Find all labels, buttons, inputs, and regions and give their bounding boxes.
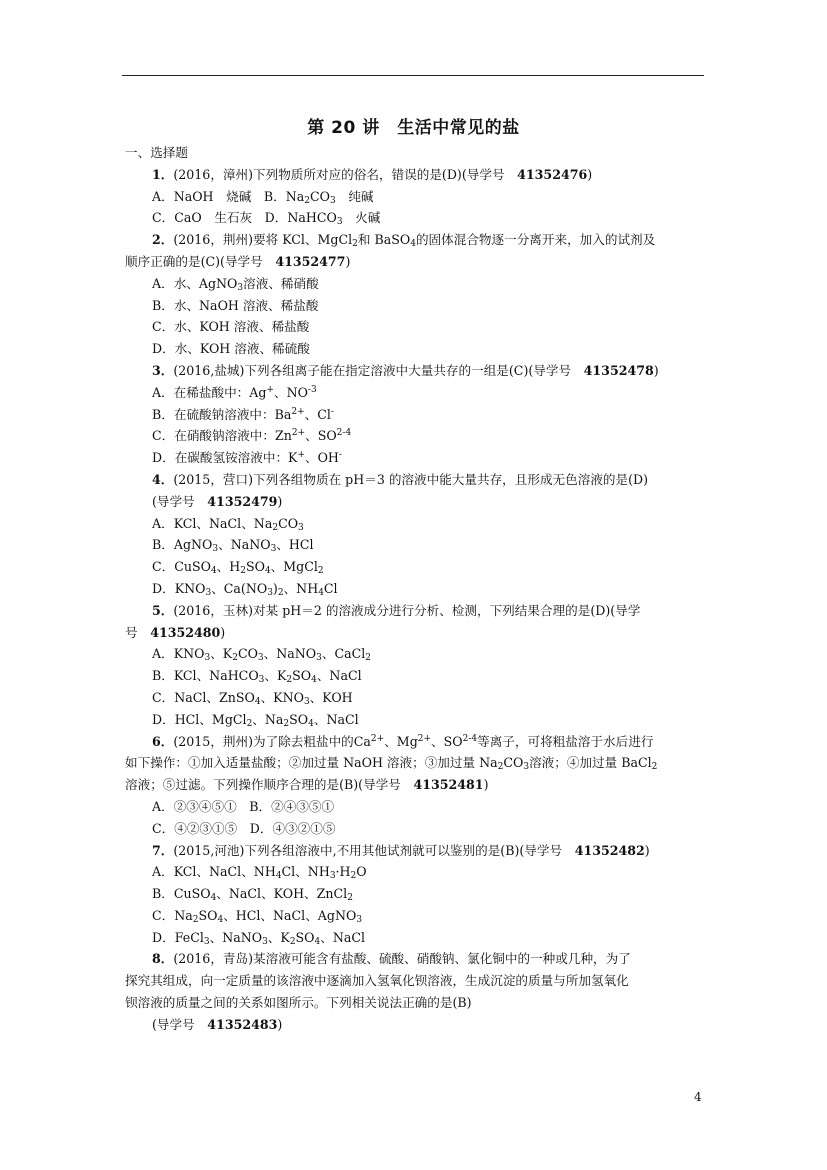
option-b (152, 883, 712, 905)
option-cd: C．④②③①⑤ D．④③②①⑤ (152, 820, 336, 836)
option-text: D．FeCl (152, 929, 204, 945)
superscript: 2-4 (462, 733, 478, 744)
option-text: 、KOH (309, 689, 353, 705)
page-title: 第 20 讲 生活中常见的盐 (307, 118, 520, 138)
subscript: 3 (237, 282, 244, 293)
question-6 (152, 731, 712, 753)
option-text: 、H (216, 559, 241, 575)
option-text: CO (310, 188, 330, 204)
superscript: - (338, 450, 342, 461)
subscript: 2 (317, 566, 324, 577)
option-text: 、NO (273, 384, 308, 400)
question-3 (152, 360, 712, 382)
option-a (152, 643, 712, 665)
subscript: 4 (210, 566, 217, 577)
question-text: (2016，荆州)要将 KCl、MgCl (173, 232, 353, 248)
option-text: Cl (323, 580, 338, 596)
option-text: Cl、NH (281, 864, 330, 880)
option-text: B．KCl、NaHCO (152, 668, 259, 684)
option-c (152, 556, 712, 578)
option-a (152, 273, 712, 295)
subscript: 3 (205, 587, 212, 598)
question-text: 顺序正确的是(C)(导学号 (125, 253, 276, 269)
question-text: 号 (125, 624, 151, 640)
option-a (152, 382, 712, 404)
option-b: B．水、NaOH 溶液、稀盐酸 (152, 297, 319, 313)
option-d (152, 578, 712, 600)
question-text: (导学号 (152, 1016, 208, 1032)
question-text: 和 BaSO (357, 232, 411, 248)
subscript: 3 (523, 762, 530, 773)
option-text: 火碱 (342, 210, 381, 226)
question-6-cont (125, 752, 712, 774)
question-list (125, 142, 712, 1036)
option-text: D．KNO (152, 580, 206, 596)
subscript: 3 (204, 653, 211, 664)
question-text: 溶液；④加过量 BaCl (529, 755, 652, 771)
option-text: 、NaNO (209, 929, 263, 945)
question-text: 、SO (431, 733, 463, 749)
superscript: 2-4 (336, 428, 352, 439)
subscript: 3 (257, 653, 264, 664)
option-text: B．在硫酸钠溶液中：Ba (152, 406, 292, 422)
option-text: 、SO (305, 428, 337, 444)
question-7 (152, 840, 712, 862)
subscript: 4 (311, 675, 317, 686)
superscript: + (266, 384, 274, 395)
subscript: 4 (264, 566, 271, 577)
option-text: A．KCl、NaCl、Na (152, 515, 273, 531)
close-paren: ) (587, 166, 593, 182)
option-text: 溶液、稀硝酸 (243, 275, 319, 291)
superscript: 2+ (291, 406, 305, 417)
option-a (152, 513, 712, 535)
subscript: 3 (303, 696, 310, 707)
option-text: C．在硝酸钠溶液中：Zn (152, 428, 292, 444)
subscript: 3 (316, 653, 322, 664)
option-text: SO (295, 929, 315, 945)
subscript: 4 (318, 587, 324, 598)
question-text: 溶液；⑤过滤。下列操作顺序合理的是(B)(导学号 (125, 777, 414, 793)
option-text: 、HCl、NaCl、AgNO (223, 907, 357, 923)
superscript: - (330, 406, 334, 417)
question-6-cont (125, 774, 712, 796)
option-text: 、NaNO (263, 646, 317, 662)
superscript: -3 (307, 384, 317, 395)
superscript: + (297, 450, 305, 461)
question-number: 7． (152, 842, 174, 858)
question-number: 8． (152, 951, 174, 967)
option-d (152, 927, 712, 949)
guide-number: 41352476 (517, 166, 588, 182)
question-text: (2016，青岛)某溶液可能含有盐酸、硫酸、硝酸钠、氯化铜中的一种或几种，为了 (173, 951, 631, 967)
superscript: 2+ (417, 733, 432, 744)
option-a (152, 861, 712, 883)
question-4 (152, 469, 712, 491)
option-text: 、Na (252, 711, 284, 727)
question-text: (2015,河池)下列各组溶液中,不用其他试剂就可以鉴别的是(B)(导学号 (173, 842, 575, 858)
subscript: 3 (329, 195, 336, 206)
option-text: A．水、AgNO (152, 275, 238, 291)
option-text: C．CaO 生石灰 D．NaHCO (152, 210, 337, 226)
subscript: 2 (286, 675, 293, 686)
question-text: 的固体混合物逐一分离开来，加入的试剂及 (415, 232, 656, 248)
option-text: SO (198, 907, 218, 923)
option-text: ) (272, 580, 278, 596)
question-text: 等离子，可将粗盐溶于水后进行 (477, 733, 654, 749)
subscript: 3 (262, 936, 268, 947)
question-number: 6． (152, 733, 174, 749)
option-text: 、NaCl (316, 668, 362, 684)
guide-number: 41352477 (275, 253, 346, 269)
question-text: 、Mg (384, 733, 418, 749)
close-paren: ) (277, 493, 283, 509)
question-number: 3． (152, 362, 174, 378)
subscript: 3 (270, 544, 277, 555)
guide-number: 41352482 (574, 842, 645, 858)
close-paren: ) (644, 842, 650, 858)
question-text: (2016，漳州)下列物质所对应的俗名，错误的是(D)(导学号 (173, 166, 518, 182)
question-8-cont (152, 1014, 712, 1036)
option-text: A．NaOH 烧碱 B．Na (152, 188, 305, 204)
subscript: 2 (232, 653, 238, 664)
subscript: 2 (497, 762, 504, 773)
option-text: D．HCl、MgCl (152, 711, 247, 727)
subscript: 2 (283, 718, 290, 729)
option-text: 、Cl (304, 406, 331, 422)
guide-number: 41352478 (583, 362, 654, 378)
guide-number: 41352481 (413, 777, 484, 793)
option-text: A．KNO (152, 646, 205, 662)
option-text: SO (245, 559, 265, 575)
option-text: SO (292, 668, 312, 684)
option-text: B．AgNO (152, 537, 213, 553)
superscript: 2+ (291, 428, 306, 439)
subscript: 2 (272, 522, 279, 533)
option-text: 、KNO (260, 689, 304, 705)
option-text: CO (278, 515, 299, 531)
subscript: 3 (203, 936, 210, 947)
option-text: 纯碱 (335, 188, 374, 204)
subscript: 2 (651, 762, 658, 773)
subscript: 2 (304, 195, 311, 206)
subscript: 4 (217, 914, 224, 925)
option-text: 、Ca(NO (211, 580, 268, 596)
option-c (152, 905, 712, 927)
superscript: 2+ (370, 733, 385, 744)
question-5-cont (125, 622, 712, 644)
option-text: 、NaCl (320, 929, 366, 945)
subscript: 3 (258, 675, 265, 686)
close-paren: ) (220, 624, 226, 640)
option-c (152, 687, 712, 709)
subscript: 2 (277, 587, 284, 598)
option-text: A．KCl、NaCl、NH (152, 864, 276, 880)
subscript: 3 (356, 914, 363, 925)
option-text: ·H (335, 864, 351, 880)
question-text: (2015，营口)下列各组物质在 pH＝3 的溶液中能大量共存，且形成无色溶液的是(D) (173, 471, 649, 487)
option-text: C．NaCl、ZnSO (152, 689, 255, 705)
subscript: 2 (240, 566, 246, 577)
subscript: 4 (314, 936, 321, 947)
close-paren: ) (483, 777, 489, 793)
option-text: A．在稀盐酸中：Ag (152, 384, 267, 400)
page-number: 4 (694, 1090, 702, 1104)
option-b (152, 534, 712, 556)
subscript: 4 (410, 239, 416, 250)
subscript: 3 (329, 871, 336, 882)
question-8-cont: 探究其组成，向一定质量的该溶液中逐滴加入氢氧化钡溶液，生成沉淀的质量与所加氢氧化 (125, 973, 629, 989)
guide-number: 41352483 (207, 1016, 278, 1032)
option-text: 、K (267, 929, 290, 945)
subscript: 2 (352, 239, 358, 250)
close-paren: ) (653, 362, 659, 378)
subscript: 4 (210, 893, 217, 904)
question-8-cont: 钡溶液的质量之间的关系如图所示。下列相关说法正确的是(B) (125, 995, 472, 1011)
question-5 (152, 600, 712, 622)
question-2-cont (125, 251, 712, 273)
option-text: D．在碳酸氢铵溶液中：K (152, 450, 298, 466)
question-number: 4． (152, 471, 174, 487)
option-text: 、HCl (276, 537, 314, 553)
close-paren: ) (345, 253, 351, 269)
subscript: 3 (336, 217, 343, 228)
question-8 (152, 948, 712, 970)
option-d (152, 447, 712, 469)
option-d: D．水、KOH 溶液、稀硫酸 (152, 341, 310, 357)
guide-number: 41352480 (150, 624, 221, 640)
question-text: (2015，荆州)为了除去粗盐中的Ca (173, 733, 371, 749)
option-b (152, 665, 712, 687)
option-text: O (356, 864, 367, 880)
subscript: 2 (347, 893, 353, 904)
question-4-cont (152, 491, 712, 513)
option-text: SO (289, 711, 309, 727)
question-1 (152, 164, 712, 186)
close-paren: ) (277, 1016, 283, 1032)
question-text: 如下操作：①加入适量盐酸；②加过量 NaOH 溶液；③加过量 Na (125, 755, 498, 771)
subscript: 2 (192, 914, 199, 925)
option-text: 、CaCl (321, 646, 366, 662)
option-text: CO (237, 646, 258, 662)
subscript: 2 (350, 871, 357, 882)
subscript: 2 (246, 718, 253, 729)
section-heading: 一、选择题 (125, 145, 188, 160)
option-c: C．水、KOH 溶液、稀盐酸 (152, 319, 310, 335)
option-text: 、NaCl (313, 711, 359, 727)
question-number: 1． (152, 166, 174, 182)
guide-number: 41352479 (207, 493, 278, 509)
option-text: C．CuSO (152, 559, 211, 575)
subscript: 2 (289, 936, 296, 947)
option-text: 、K (210, 646, 233, 662)
subscript: 3 (212, 544, 219, 555)
question-text: (导学号 (152, 493, 208, 509)
subscript: 4 (275, 871, 282, 882)
question-text: CO (503, 755, 524, 771)
option-text: B．CuSO (152, 886, 211, 902)
option-text: 、K (264, 668, 287, 684)
question-number: 2． (152, 232, 174, 248)
option-b (152, 404, 712, 426)
option-text: 、NH (283, 580, 319, 596)
option-text: 、NaCl、KOH、ZnCl (216, 886, 348, 902)
question-number: 5． (152, 602, 174, 618)
header-rule (122, 75, 704, 76)
question-text: (2016，玉林)对某 pH＝2 的溶液成分进行分析、检测，下列结果合理的是(D)(导学 (173, 602, 641, 618)
subscript: 4 (254, 696, 261, 707)
option-text: 、OH (305, 450, 339, 466)
subscript: 3 (298, 522, 304, 533)
option-text: 、MgCl (270, 559, 318, 575)
question-2 (152, 229, 712, 251)
subscript: 2 (365, 653, 371, 664)
question-text: (2016,盐城)下列各组离子能在指定溶液中大量共存的一组是(C)(导学号 (173, 362, 584, 378)
subscript: 4 (308, 718, 314, 729)
option-ab: A．②③④⑤① B．②④③⑤① (152, 798, 335, 814)
option-d (152, 709, 712, 731)
subscript: 3 (267, 587, 273, 598)
option-text: 、NaNO (218, 537, 271, 553)
option-ab (152, 186, 712, 208)
option-c (152, 425, 712, 447)
option-text: C．Na (152, 907, 193, 923)
option-cd (152, 207, 712, 229)
